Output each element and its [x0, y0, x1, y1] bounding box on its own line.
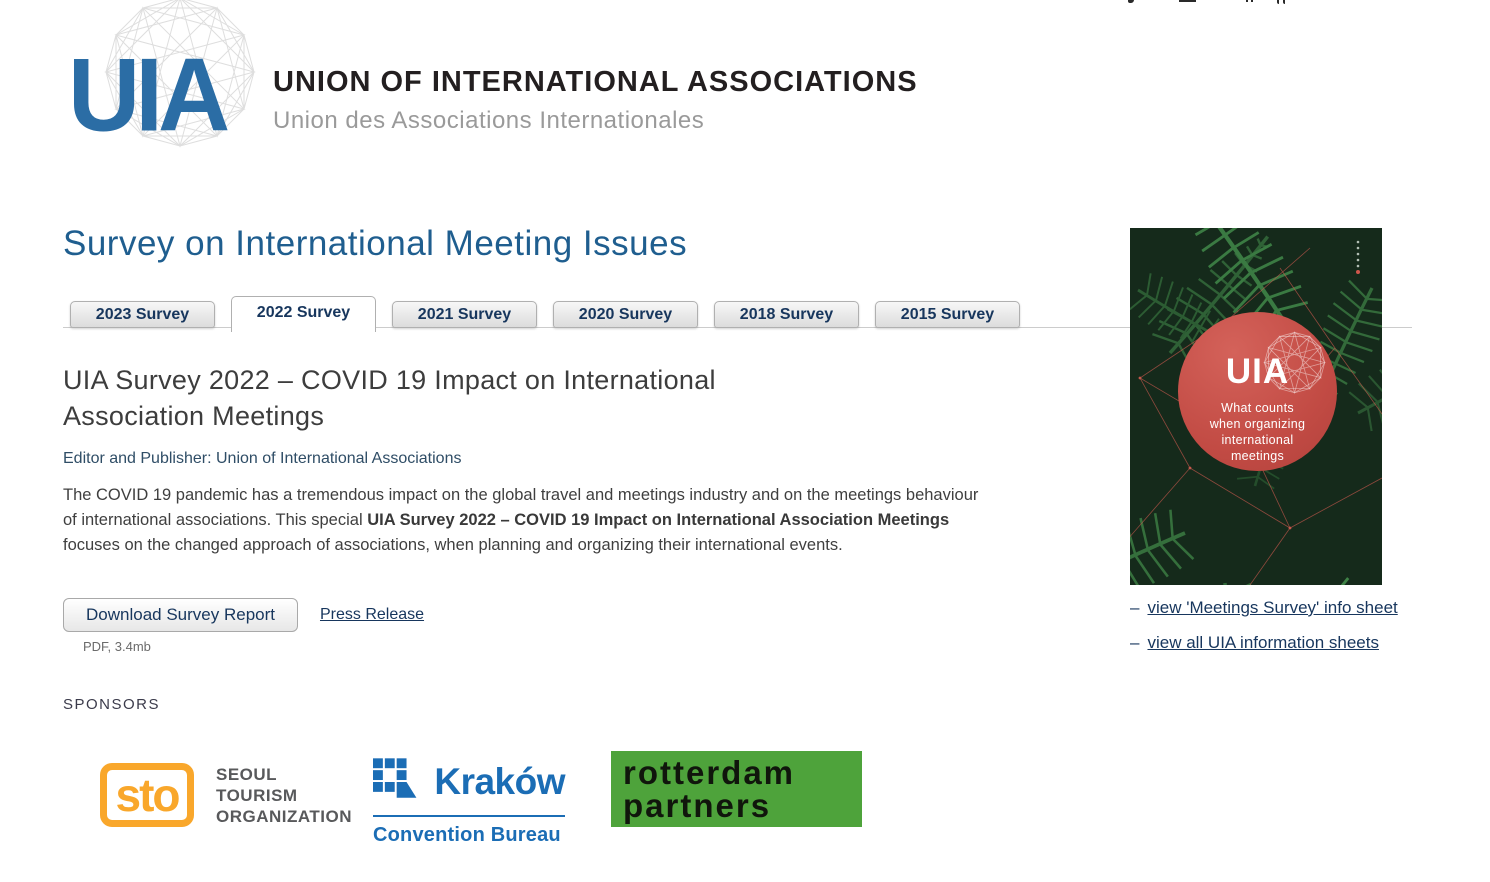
org-name: UNION OF INTERNATIONAL ASSOCIATIONS [273, 66, 918, 98]
press-release-link[interactable]: Press Release [319, 606, 425, 623]
tab-2022-survey[interactable]: 2022 Survey [231, 296, 376, 332]
sto-logo-icon [100, 763, 194, 827]
all-uia-information-sheets-link[interactable]: view all UIA information sheets [1147, 633, 1379, 652]
survey-year-tabs [70, 299, 1020, 332]
link-dash-prefix: – [1130, 598, 1140, 617]
cover-uia-logo-text: UIA [1225, 352, 1290, 391]
editor-label: Editor and Publisher: [63, 450, 212, 467]
sponsor-seoul-tourism-logo[interactable] [100, 763, 352, 827]
article [63, 362, 1003, 654]
krakow-mosaic-icon [373, 758, 420, 806]
sto-line: SEOUL [216, 764, 278, 784]
sto-logo-text [216, 764, 352, 827]
paragraph-text: focuses on the changed approach of associations, when planning and organizing their international events. [63, 536, 843, 554]
article-heading: UIA Survey 2022 – COVID 19 Impact on International Association Meetings [63, 365, 716, 431]
uia-logo[interactable]: UIA [68, 37, 226, 154]
download-survey-report-button[interactable]: Download Survey Report [63, 598, 298, 632]
sto-line: ORGANIZATION [216, 806, 353, 826]
clipped-topnav-fragment [1179, 0, 1196, 2]
krakow-divider [373, 815, 565, 817]
rotterdam-line: partners [623, 787, 772, 824]
page-title: Survey on International Meeting Issues [63, 224, 688, 263]
krakow-subtitle: Convention Bureau [373, 824, 561, 846]
tab-2018-survey[interactable]: 2018 Survey [714, 301, 859, 328]
sponsors-heading: SPONSORS [63, 696, 161, 713]
editor-line [63, 450, 1003, 468]
meetings-survey-info-sheet-link[interactable]: view 'Meetings Survey' info sheet [1147, 598, 1398, 617]
tab-2020-survey[interactable]: 2020 Survey [553, 301, 698, 328]
download-file-meta: PDF, 3.4mb [83, 639, 151, 654]
info-sheet-link-row [1130, 633, 1398, 653]
editor-value: Union of International Associations [215, 450, 462, 467]
clipped-topnav-fragment [1128, 0, 1134, 3]
paragraph-text: The COVID 19 pandemic has a tremendous impact on the global travel and meetings industry and on the meetings behaviour of international associations. This special [63, 486, 979, 529]
krakow-wordmark: Kraków [434, 761, 565, 802]
cover-red-badge [1178, 312, 1337, 471]
sidebar-links [1130, 598, 1398, 668]
link-dash-prefix: – [1130, 633, 1140, 652]
info-sheet-link-row [1130, 598, 1398, 618]
org-name-block [273, 66, 918, 135]
org-name-french: Union des Associations Internationales [273, 107, 705, 134]
cover-caption-line: international [1221, 433, 1294, 447]
sponsor-krakow-logo[interactable] [373, 758, 565, 847]
article-actions [63, 598, 1003, 632]
article-paragraph [63, 483, 991, 558]
cover-caption-line: What counts [1221, 401, 1294, 415]
survey-cover-image[interactable] [1130, 228, 1382, 585]
tab-2021-survey[interactable]: 2021 Survey [392, 301, 537, 328]
clipped-topnav-fragment [1277, 0, 1279, 4]
clipped-topnav-fragment [1246, 0, 1248, 2]
rotterdam-line: rotterdam [623, 754, 796, 791]
cover-caption-line: when organizing [1209, 417, 1306, 431]
sto-mark-text: sto [115, 769, 179, 821]
tab-2015-survey[interactable]: 2015 Survey [875, 301, 1020, 328]
sponsor-rotterdam-partners-logo[interactable] [611, 751, 862, 827]
cover-caption-line: meetings [1230, 449, 1285, 463]
paragraph-bold-text: UIA Survey 2022 – COVID 19 Impact on International Association Meetings [367, 511, 950, 529]
cover-caption [1178, 400, 1337, 464]
sto-line: TOURISM [216, 785, 298, 805]
tab-2023-survey[interactable]: 2023 Survey [70, 301, 215, 328]
